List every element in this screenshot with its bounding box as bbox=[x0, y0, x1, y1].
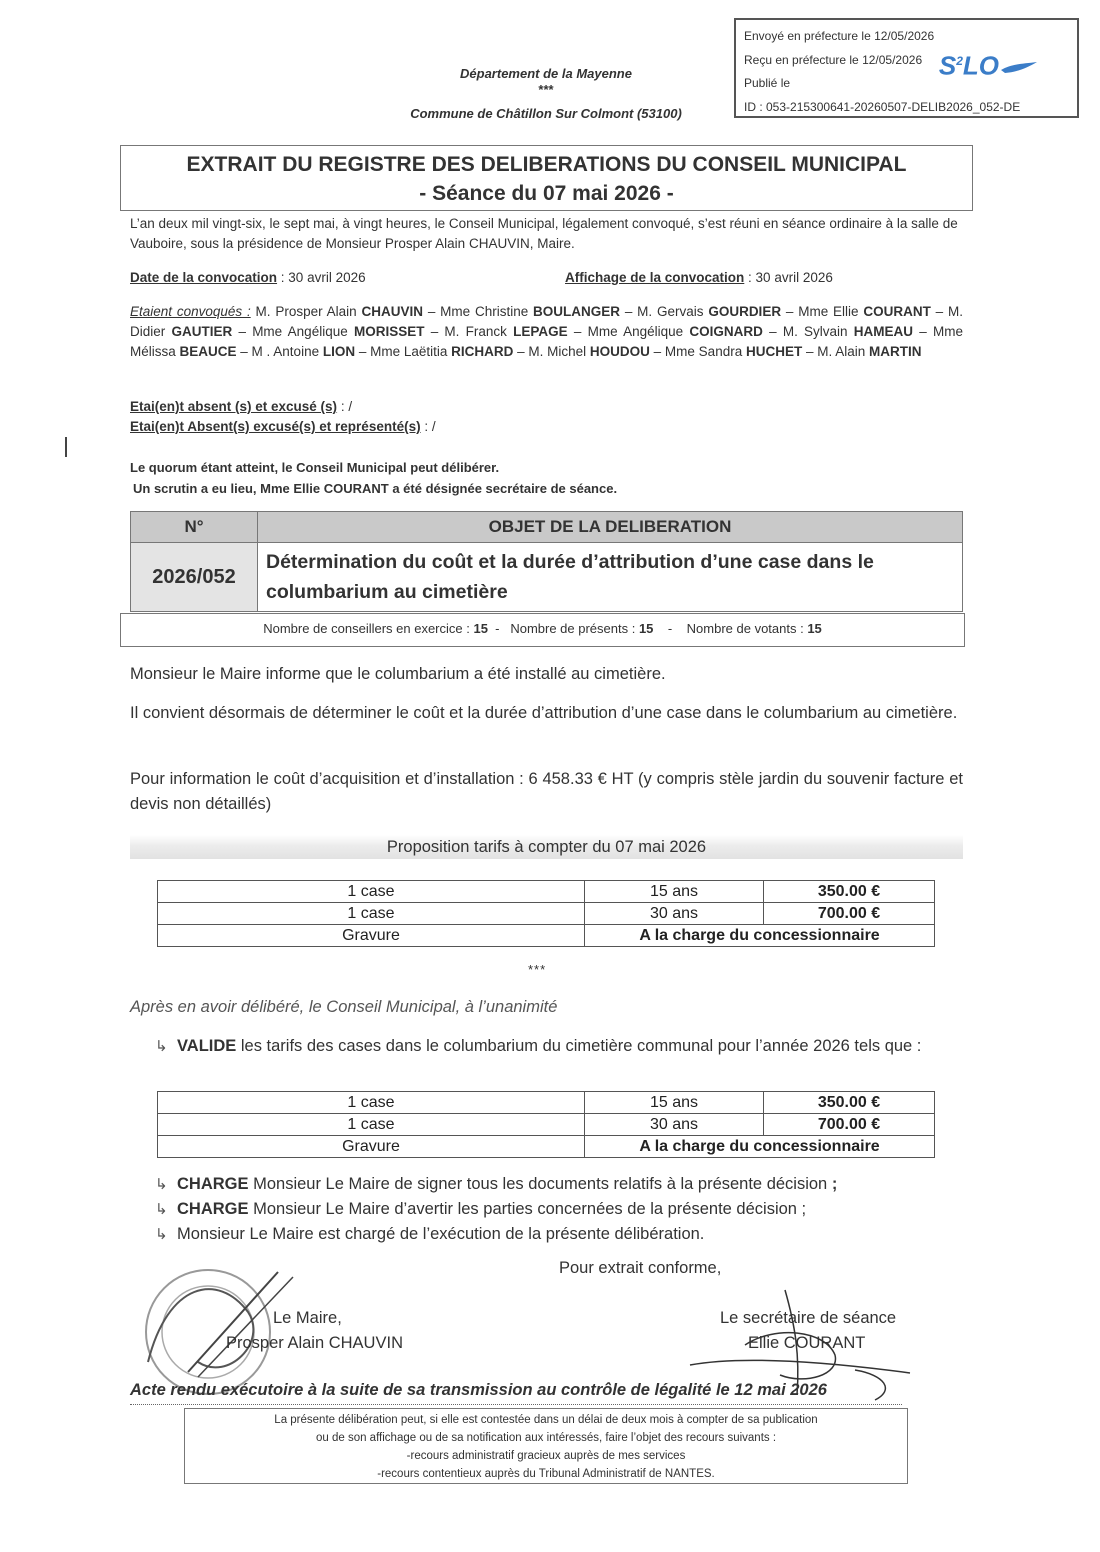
charge2-text: Monsieur Le Maire d’avertir les parties concernées de la présente décision ; bbox=[248, 1200, 807, 1218]
recours-line-2: ou de son affichage ou de sa notification aux intéressés, faire l’objet des recours suivants : bbox=[315, 1432, 777, 1444]
hand-arrow-icon: ↳ bbox=[155, 1226, 168, 1243]
s2lo-logo-s: S bbox=[938, 50, 957, 81]
col-num-header: N° bbox=[131, 512, 258, 543]
member-name: BEAUCE bbox=[179, 344, 237, 359]
convoques-list bbox=[130, 302, 963, 362]
member-name: HOUDOU bbox=[589, 344, 650, 359]
tarif-prix: 350.00 € bbox=[764, 881, 935, 903]
absents-line-1 bbox=[130, 397, 963, 417]
tarif-item: 1 case bbox=[158, 881, 585, 903]
tarif-duree: 15 ans bbox=[585, 881, 764, 903]
exercice-count: 15 bbox=[473, 621, 488, 636]
maire-title: Le Maire, bbox=[273, 1309, 342, 1327]
charge1-end: ; bbox=[831, 1175, 838, 1193]
deliberation-object: Détermination du coût et la durée d’attribution d’une case dans le columbarium au cimetière bbox=[258, 543, 963, 612]
member-prefix: – M. Michel bbox=[513, 344, 590, 359]
member-prefix: – M. Sylvain bbox=[762, 324, 854, 339]
tarif-item: 1 case bbox=[158, 903, 585, 925]
tarif-prix: 700.00 € bbox=[764, 903, 935, 925]
convoques-members bbox=[130, 304, 963, 359]
acte-executoire: Acte rendu exécutoire à la suite de sa transmission au contrôle de légalité le 12 mai 2026 bbox=[130, 1381, 827, 1399]
document-title bbox=[120, 145, 973, 211]
convoques-label: Etaient convoqués : bbox=[130, 304, 251, 319]
tarif-item: Gravure bbox=[158, 1136, 585, 1158]
exercice-label: Nombre de conseillers en exercice : bbox=[263, 621, 474, 636]
valide-text: les tarifs des cases dans le columbarium du cimetière communal pour l’année 2026 tels que : bbox=[236, 1037, 922, 1055]
dotted-divider bbox=[130, 1404, 902, 1405]
member-name: BOULANGER bbox=[533, 304, 621, 319]
member-name: GOURDIER bbox=[708, 304, 782, 319]
absents-label-1: Etai(en)t absent (s) et excusé (s) bbox=[130, 399, 338, 414]
intro-paragraph: L’an deux mil vingt-six, le sept mai, à vingt heures, le Conseil Municipal, légalement convoqué, s’est réuni en séance ordinaire à la salle de Vauboire, sous la présidence de Monsieur Prosper Alain CHAUVIN, Maire. bbox=[130, 216, 958, 251]
secretaire-title: Le secrétaire de séance bbox=[720, 1309, 897, 1327]
tarif-item: 1 case bbox=[158, 1092, 585, 1114]
departement-header: Département de la Mayenne bbox=[460, 66, 632, 81]
counts-sep-2: - bbox=[653, 621, 687, 636]
member-name: MORISSET bbox=[353, 324, 425, 339]
tarif-duree: 30 ans bbox=[585, 903, 764, 925]
tarif-duree: 15 ans bbox=[585, 1092, 764, 1114]
member-prefix: – Mme Ellie bbox=[781, 304, 864, 319]
prefecture-stamp bbox=[734, 18, 1079, 118]
affichage-date-value: : 30 avril 2026 bbox=[744, 270, 833, 285]
tarif-charge: A la charge du concessionnaire bbox=[585, 925, 935, 947]
absents-label-2: Etai(en)t Absent(s) excusé(s) et représenté(s) bbox=[130, 419, 421, 434]
recours-line-1: La présente délibération peut, si elle est contestée dans un délai de deux mois à compter de sa publication bbox=[274, 1414, 818, 1426]
title-line-2: - Séance du 07 mai 2026 - bbox=[419, 182, 674, 205]
body-paragraph-2: Il convient désormais de déterminer le coût et la durée d’attribution d’une case dans le columbarium au cimetière. bbox=[130, 704, 958, 722]
affichage-date bbox=[565, 268, 965, 288]
hand-arrow-icon: ↳ bbox=[155, 1038, 168, 1055]
margin-mark bbox=[65, 437, 67, 457]
member-prefix: – M. Didier bbox=[130, 304, 963, 339]
member-name: HAMEAU bbox=[853, 324, 914, 339]
deliberation-number: 2026/052 bbox=[131, 543, 258, 612]
member-prefix: M. Prosper Alain bbox=[250, 304, 362, 319]
table-row bbox=[158, 903, 935, 925]
member-name: HUCHET bbox=[745, 344, 803, 359]
member-prefix: – M. Alain bbox=[802, 344, 870, 359]
recours-line-4: -recours contentieux auprès du Tribunal Administratif de NANTES. bbox=[377, 1468, 715, 1480]
hand-arrow-icon: ↳ bbox=[155, 1201, 168, 1218]
deliberation-table bbox=[130, 511, 963, 612]
member-prefix: – Mme Mélissa bbox=[130, 324, 964, 359]
secretaire-name: Ellie COURANT bbox=[748, 1334, 866, 1352]
separator-stars: *** bbox=[528, 962, 547, 977]
counts-sep-1: - bbox=[487, 621, 511, 636]
absents-line-2 bbox=[130, 417, 963, 437]
quorum-line-2: Un scrutin a eu lieu, Mme Ellie COURANT a été désignée secrétaire de séance. bbox=[133, 481, 618, 496]
member-name: MARTIN bbox=[869, 344, 922, 359]
member-name: GAUTIER bbox=[171, 324, 233, 339]
recours-line-3: -recours administratif gracieux auprès de mes services bbox=[406, 1450, 686, 1462]
member-prefix: – M . Antoine bbox=[236, 344, 323, 359]
tarif-prix: 350.00 € bbox=[764, 1092, 935, 1114]
title-line-1: EXTRAIT DU REGISTRE DES DELIBERATIONS DU CONSEIL MUNICIPAL bbox=[186, 153, 907, 176]
charge2-keyword: CHARGE bbox=[177, 1200, 249, 1218]
table-row bbox=[158, 925, 935, 947]
member-name: CHAUVIN bbox=[361, 304, 424, 319]
member-name: LION bbox=[322, 344, 356, 359]
valide-keyword: VALIDE bbox=[177, 1037, 237, 1055]
exec-text: Monsieur Le Maire est chargé de l’exécution de la présente délibération. bbox=[177, 1225, 705, 1243]
table-row bbox=[158, 881, 935, 903]
affichage-date-label: Affichage de la convocation bbox=[565, 270, 745, 285]
decision-charge-1 bbox=[155, 1172, 963, 1197]
tarif-charge: A la charge du concessionnaire bbox=[585, 1136, 935, 1158]
tarif-table-proposition bbox=[157, 880, 935, 947]
stamp-id: ID : 053-215300641-20260507-DELIB2026_052-DE bbox=[744, 99, 1021, 114]
stamp-recu: Reçu en préfecture le 12/05/2026 bbox=[744, 52, 923, 67]
decision-valide bbox=[155, 1034, 963, 1059]
tarif-item: Gravure bbox=[158, 925, 585, 947]
member-prefix: – Mme Angélique bbox=[232, 324, 354, 339]
charge1-keyword: CHARGE bbox=[177, 1175, 249, 1193]
counts-box bbox=[120, 613, 965, 647]
proposition-heading: Proposition tarifs à compter du 07 mai 2026 bbox=[130, 835, 963, 859]
decision-charge-2 bbox=[155, 1197, 963, 1222]
charge1-text: Monsieur Le Maire de signer tous les documents relatifs à la présente décision bbox=[248, 1175, 832, 1193]
hand-arrow-icon: ↳ bbox=[155, 1176, 168, 1193]
table-row bbox=[158, 1092, 935, 1114]
votants-count: 15 bbox=[807, 621, 822, 636]
tarif-item: 1 case bbox=[158, 1114, 585, 1136]
decision-execution bbox=[155, 1222, 963, 1247]
header-stars: *** bbox=[538, 82, 554, 97]
stamp-publie: Publié le bbox=[744, 76, 791, 90]
convocation-date-label: Date de la convocation bbox=[130, 270, 278, 285]
presents-label: Nombre de présents : bbox=[510, 621, 639, 636]
body-paragraph-3: Pour information le coût d’acquisition et d’installation : 6 458.33 € HT (y compris stèle jardin du souvenir facture et devis non détaillés) bbox=[130, 770, 963, 813]
extrait-conforme: Pour extrait conforme, bbox=[559, 1259, 722, 1277]
apres-deliberation: Après en avoir délibéré, le Conseil Municipal, à l’unanimité bbox=[130, 998, 558, 1016]
stamp-envoye: Envoyé en préfecture le 12/05/2026 bbox=[744, 29, 935, 43]
tarif-duree: 30 ans bbox=[585, 1114, 764, 1136]
member-name: LEPAGE bbox=[513, 324, 568, 339]
member-prefix: – Mme Angélique bbox=[567, 324, 690, 339]
absents-value-1: : / bbox=[337, 399, 353, 414]
col-obj-header: OBJET DE LA DELIBERATION bbox=[258, 512, 963, 543]
presents-count: 15 bbox=[638, 621, 654, 636]
member-prefix: – Mme Christine bbox=[423, 304, 534, 319]
table-row bbox=[158, 1136, 935, 1158]
quorum-line-1: Le quorum étant atteint, le Conseil Municipal peut délibérer. bbox=[130, 460, 500, 475]
votants-label: Nombre de votants : bbox=[686, 621, 808, 636]
table-row bbox=[158, 1114, 935, 1136]
convocation-date bbox=[130, 268, 430, 288]
member-prefix: – M. Franck bbox=[424, 324, 514, 339]
convocation-date-value: : 30 avril 2026 bbox=[277, 270, 366, 285]
s2lo-logo bbox=[938, 50, 1039, 81]
member-name: COIGNARD bbox=[689, 324, 763, 339]
tarif-table-valide bbox=[157, 1091, 935, 1158]
member-prefix: – Mme Laëtitia bbox=[355, 344, 452, 359]
member-prefix: – Mme Sandra bbox=[649, 344, 746, 359]
body-paragraph-1: Monsieur le Maire informe que le columbarium a été installé au cimetière. bbox=[130, 665, 666, 683]
member-name: RICHARD bbox=[451, 344, 514, 359]
tarif-prix: 700.00 € bbox=[764, 1114, 935, 1136]
recours-box bbox=[184, 1408, 908, 1484]
s2lo-logo-sup: 2 bbox=[956, 54, 963, 68]
s2lo-swoosh-icon bbox=[999, 60, 1039, 76]
absents-value-2: : / bbox=[420, 419, 436, 434]
s2lo-logo-lo: LO bbox=[962, 50, 999, 81]
member-prefix: – M. Gervais bbox=[620, 304, 709, 319]
maire-name: Prosper Alain CHAUVIN bbox=[226, 1334, 403, 1352]
member-name: COURANT bbox=[863, 304, 931, 319]
commune-header: Commune de Châtillon Sur Colmont (53100) bbox=[410, 106, 682, 121]
